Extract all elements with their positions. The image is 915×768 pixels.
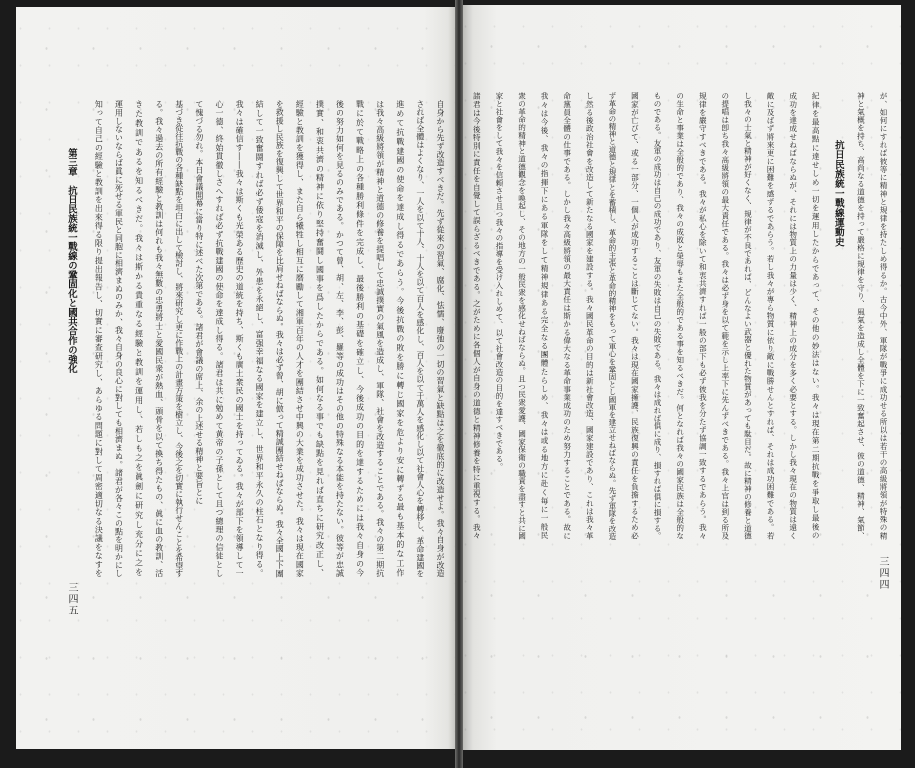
body-text-column: 後の努力如何を見るのみである。かつて曾、胡、左、李、彭、羅等の成功はその他の特殊なる本能を持たない。彼等が忠誠 — [335, 100, 345, 578]
body-text-column: 基づき從往抗戰の各種缺點を坦白に出して檢討し、將來研究し更に作戰上の計畫方策を樹立し、今後之を切實に執行せんことを希望す — [174, 100, 184, 578]
body-text-column: ものである。友軍の成功は自己の成功であり、友軍の失敗は自己の失敗である。我々は成れば俱に成り、損すれば俱に損する。 — [653, 92, 663, 540]
body-text-column: し然る後政治社會を改造して新たなる國家を建設する。我々國民革命の目的は新社會改造、國家建設であり、これは我々革 — [585, 92, 595, 540]
body-text-column: 運用しないならば眞に死せる軍民と同胞に相濟まぬのみか、我々自身の良心に對しても相濟まぬ。諸君が各々この點を明かにし — [114, 100, 124, 578]
body-text-column: は我々高級將領が精神と道德の修養を提唱して忠誠撲實の氣風を造成し、軍隊、社會を改造することである。我々の第二期抗 — [375, 100, 385, 578]
chapter-title: 第三章 抗日民族統一戰線の鞏固化と國共合作の強化 — [66, 148, 77, 374]
body-text-column: 家と社會をして我々を信頼させ且つ我々の指導を受け入れしめて、以て社會改造の目的を達すべきである。 — [494, 92, 504, 471]
body-text-column: きた教訓であるを知るべきだ。我々は斯かる貴重なる經驗と教訓を運用し、若しも之を眞劍に研究し充分に之を — [134, 100, 144, 578]
body-text-column: 撲實、和衷共濟の精神に依り堅持奮鬪し國事を爲したからである。如何なる事でも缺點を見れば直ちに研究改正し、 — [315, 100, 325, 578]
body-text-column: 成功を達成せねばならぬが、それには物質上の力量は少く、精神上の成分を多く必要とする。しかし我々現在の物質は遠く — [788, 92, 798, 540]
body-text-column: 命黨員全體の仕事である。しかし我々高級將領の最大責任は斯かる偉大なる革命事業成功のため努力することである。故に — [562, 92, 572, 540]
body-text-column: 諸君は今後特別に責任を自覺して誤らざるべきである。之がために各個人が自身の道德と精神修養を特に重視する。我々 — [472, 92, 482, 540]
body-text-column: 進めて抗戰建國の使命を達成し得るであらう。今後抗戰の敗を勝に轉じ國家を危より安に轉ずる最も基本的な工作 — [395, 100, 405, 578]
body-text-column: 自身から先ず改造すべきだ。先ず從來の習氣、腐化、怯懦、廢弛の一切の習氣と缺點は之を徹底的に改造せよ。我々自身が改造 — [436, 100, 445, 578]
body-text-column: の生命と事業は全般的であり、我々の成敗と榮辱もまた全般的である事を知るべきだ。何となれば我々の國家民族は全般的な — [675, 92, 685, 540]
body-text-column: 心一德、終始貫徹しさへすれば必ず抗戰建國の使命を達成し得る。諸君は共に勉めて黄帝の子孫として且つ總理の信徒とし — [214, 100, 224, 578]
body-text-column: 紀律を最高點に達せしめ一切を運用したからであって、その他の妙法はない。我々は現在第二期抗戰を爭取し最後の — [811, 92, 821, 540]
body-text-column: の提唱は卽ち我々高級將領の最大責任である。我々は必ず身を以て範を示し上率下に先んずべきである。我々上官は到る所及 — [720, 92, 730, 540]
body-text-column: て愧づる勿れ。本日會議開幕に當り特に述べた次第である。諸君が會議の席上、余の上述せる精神と要旨とに — [194, 100, 204, 505]
body-text-column: 知って自己の經驗と教訓を出來得る限り提出報告し、切實に審查研究し、あらゆる問題に對して周密適切なる決議をなすを — [94, 100, 104, 578]
body-text-column: 衆の革命的精神と道德觀念を喚起し、その地方の一般民衆を感化せねばならぬ。且つ民衆愛護、國家保衛の職責を盡すと共に國 — [517, 92, 527, 540]
body-text-column: 國家が亡びて、或る一部分、一個人が成功することは斷じてない。我々は現在國家擁護、民族復興の責任を負擔するため必 — [630, 92, 640, 540]
body-text-column: 規律を嚴守すべきである。我々が私心を除いて和衷共濟すれば一般の部下も必ず彼我を分たず協調一致するであらう。我々 — [698, 92, 708, 540]
body-text-column: 我々は今後、我々の指揮下にある軍隊をして精神規律ある完全なる團體たらしめ、我々は或る地方に赴く毎に一般民 — [540, 92, 550, 540]
page-number: 三四四 — [877, 556, 888, 591]
page-number: 三四五 — [66, 582, 77, 617]
body-text-column: る。我々過去の所有經驗と教訓は何れも我々無數の忠勇將士と愛國民衆が熱血、頭骨を以て換ち得たもの、眞に血の教訓、活 — [154, 100, 164, 578]
body-text-column: 敵に及ばず將來更に困難を感ずるであらう。若し我々が專ら物質に依り敵に戰勝せんとすれば、それは成功困難である。若 — [766, 92, 776, 540]
body-text-column: 結して一致奮鬪すれば必ず倭寇を消滅し、外患を永絕し、富强幸福なる國家を建立し、世界和平永久の柱石となり得る。 — [255, 100, 265, 578]
right-page-body — [464, 92, 894, 542]
body-text-column: を救援し民族を復興して世界和平の保障を比肩せねばならぬ。我々は必ず曾、胡に倣って精誠團結せねばならぬ。我々全國上下團 — [275, 100, 285, 578]
body-text-column: 我々は確信す――我々は斯くも光榮ある歷史の道統を持ち、斯くも廣土衆民の國土を持ってゐる。我々が部下を領導して一 — [235, 100, 245, 578]
body-text-column: 經驗と教訓を獲得し、また自ら犧牲し相互に磨勵して湘軍百年の人才を團結させ中興の大業を成功させた。我々は現在國家 — [295, 100, 305, 578]
left-page-body — [88, 100, 450, 580]
body-text-column: し我々の士氣と精神が好くなく、規律が不良であれば、どんなよい武器と優れた物質があっても駄目だ。故に精神の修養と道德 — [743, 92, 753, 540]
body-text-column: されば全體はよくなり、一人を以て十人、十人を以て百人を感化し、百人を以て千萬人を感化し以て社會人心を轉移し、革命建國を — [415, 100, 425, 578]
body-text-column: ず革命の精神と道德と規律とを蓄積し、革命的主張と革命的精神をもって軍心を鞏固とし國軍を建立せねばならぬ。先ず軍隊を改造 — [607, 92, 617, 540]
body-text-column: 神と氣概を持ち、高尚なる道德を持って嚴格に規律を守り、風氣を造成し全體を下に一致奮起させ、彼の道德、精神、氣節、 — [856, 92, 866, 540]
body-text-column: 戰に於て戰略上の各種勝利條件を完成し、最後勝利の基礎を確立し、今後成功の目的を達するためには我々自身の今 — [355, 100, 365, 578]
running-head: 抗日民族統一戰線運動史 — [832, 140, 844, 247]
body-text-column: が、如何にすれば彼等に精神と規律を持たしめ得るか。古今中外、軍隊が戰爭に成功せる所以は若干の高級將領が特殊の精 — [879, 92, 888, 540]
book-gutter — [455, 0, 463, 768]
